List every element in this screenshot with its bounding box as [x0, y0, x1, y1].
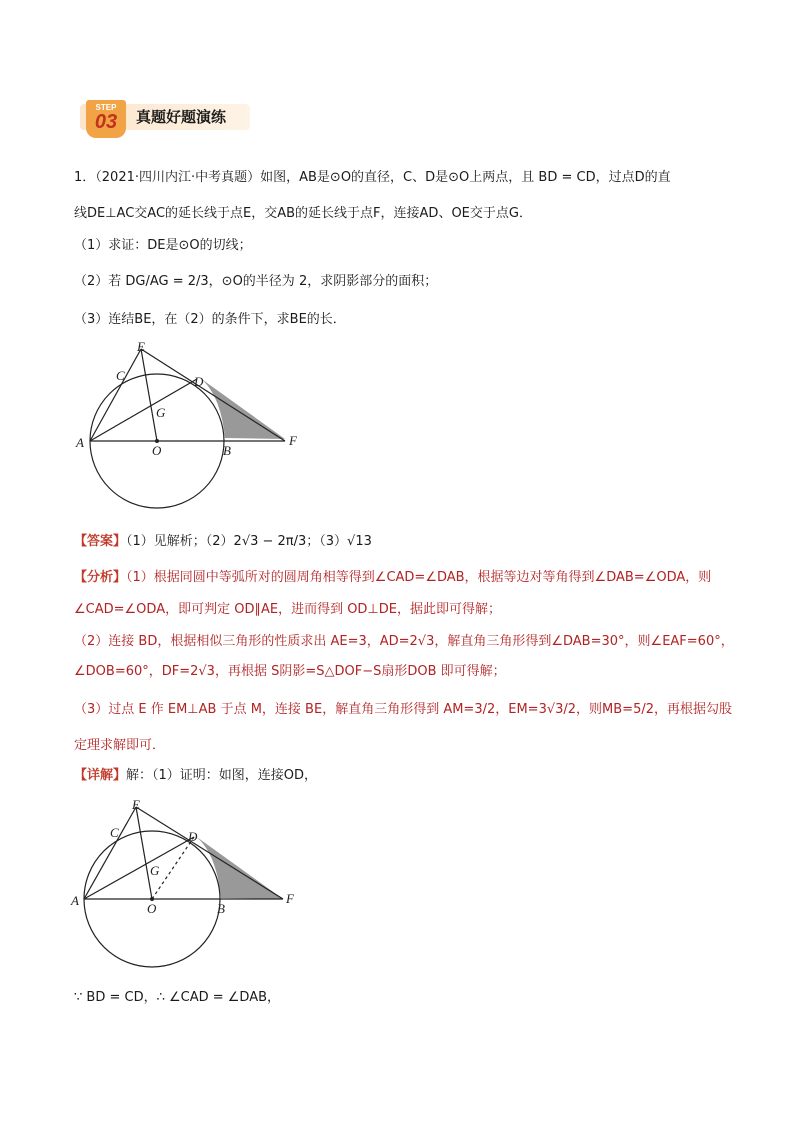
- label-A-2: A: [71, 893, 79, 908]
- label-D-2: D: [188, 829, 198, 844]
- label-C: C: [116, 368, 125, 383]
- detail-line-2: ∵ BD = CD，∴ ∠CAD = ∠DAB，: [74, 990, 281, 1005]
- label-E-2: E: [132, 797, 140, 812]
- problem-line-2: 线DE⊥AC交AC的延长线于点E，交AB的延长线于点F，连接AD、OE交于点G．: [74, 206, 532, 221]
- geometry-figure-2: [66, 795, 306, 975]
- step-number: 03: [94, 111, 118, 133]
- answer-text: （1）见解析；（2）2√3 − 2π/3；（3）√13: [126, 534, 372, 549]
- analysis-line-1: [74, 568, 711, 588]
- label-D: D: [194, 374, 204, 389]
- question-2: （2）若 DG/AG = 2/3，⊙O的半径为 2，求阴影部分的面积；: [74, 274, 438, 289]
- question-1: （1）求证：DE是⊙O的切线；: [74, 238, 252, 253]
- analysis-line-3: （2）连接 BD，根据相似三角形的性质求出 AE=3，AD=2√3，解直角三角形得到∠DAB=30°，则∠EAF=60°，: [74, 634, 734, 649]
- question-3: （3）连结BE，在（2）的条件下，求BE的长．: [74, 312, 346, 327]
- label-F: F: [289, 433, 297, 448]
- answer-label: 【答案】: [74, 534, 127, 549]
- answer-line: [74, 532, 372, 552]
- label-G: G: [156, 405, 166, 420]
- label-C-2: C: [110, 825, 119, 840]
- analysis-line-5: （3）过点 E 作 EM⊥AB 于点 M，连接 BE，解直角三角形得到 AM=3/2，EM=3√3/2，则MB=5/2，再根据勾股: [74, 702, 732, 717]
- analysis-line-2: ∠CAD=∠ODA，即可判定 OD∥AE，进而得到 OD⊥DE，据此即可得解；: [74, 602, 501, 617]
- analysis-line-4: ∠DOB=60°，DF=2√3，再根据 S阴影=S△DOF−S扇形DOB 即可得解；: [74, 664, 506, 679]
- label-O: O: [152, 443, 162, 458]
- analysis-label: 【分析】: [74, 570, 127, 585]
- section-title: 真题好题演练: [136, 108, 227, 126]
- detail-text-1: 解：（1）证明：如图，连接OD，: [126, 768, 318, 783]
- label-B-2: B: [217, 901, 225, 916]
- analysis-text-1: （1）根据同圆中等弧所对的圆周角相等得到∠CAD=∠DAB，根据等边对等角得到∠DAB=∠ODA，则: [126, 570, 712, 585]
- label-F-2: F: [286, 891, 294, 906]
- detail-label: 【详解】: [74, 768, 127, 783]
- step-word: STEP: [95, 103, 117, 112]
- label-O-2: O: [147, 901, 157, 916]
- label-A: A: [76, 435, 84, 450]
- label-G-2: G: [150, 863, 160, 878]
- label-B: B: [223, 443, 231, 458]
- analysis-line-6: 定理求解即可．: [74, 738, 166, 753]
- step-badge: [80, 100, 250, 132]
- problem-line-1: 1．（2021·四川内江·中考真题）如图，AB是⊙O的直径，C、D是⊙O上两点，且 BD = CD，过点D的直: [74, 170, 671, 185]
- geometry-figure-1: [70, 335, 310, 515]
- detail-line-1: [74, 766, 317, 786]
- label-E: E: [137, 339, 145, 354]
